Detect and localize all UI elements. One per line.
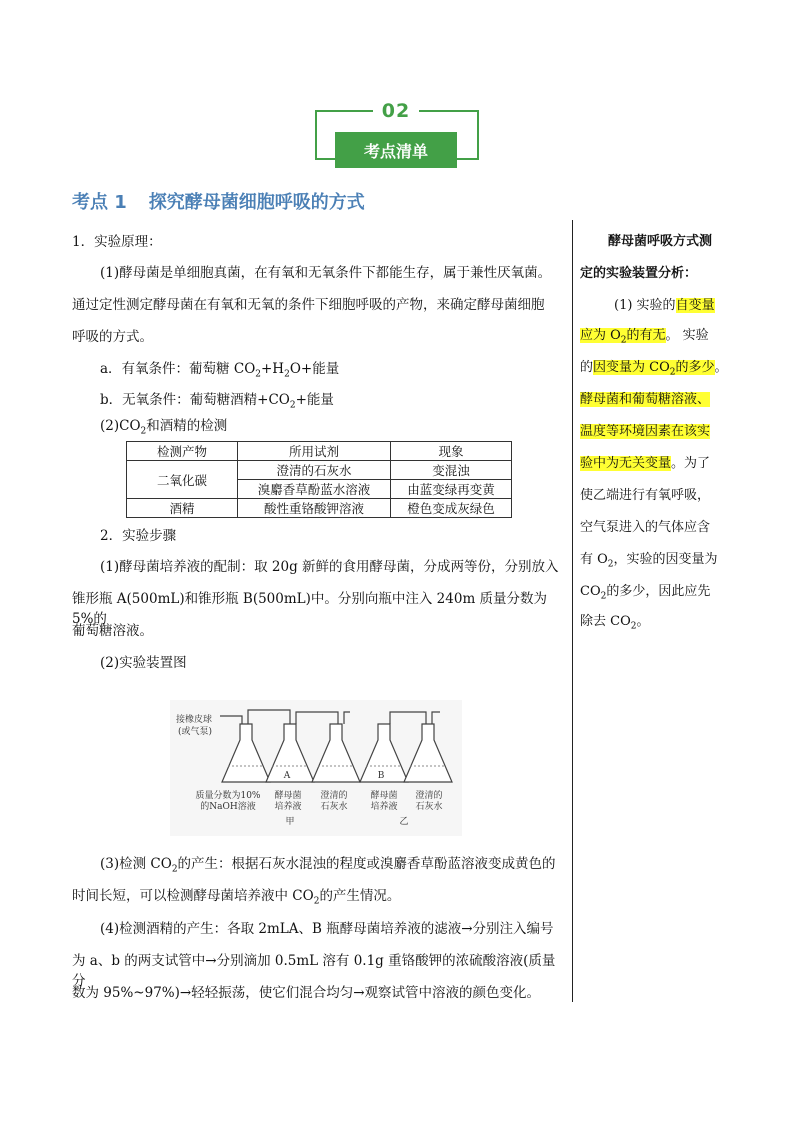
table-cell: 橙色变成灰绿色 xyxy=(391,499,512,518)
side-line-6 xyxy=(580,448,730,480)
subscript: 2 xyxy=(620,335,627,346)
side-l9-post: ，实验的因变量为 xyxy=(613,552,718,567)
step1-line-2: 锥形瓶 A(500mL)和锥形瓶 B(500mL)中。分别向瓶中注入 240m 质量分数为 5%的 xyxy=(72,591,548,627)
step1-line-3: 葡萄糖溶液。 xyxy=(72,623,153,639)
side-l11-pre: 除去 CO xyxy=(580,614,631,629)
flask-b-label: B xyxy=(377,771,385,781)
side-l9-pre: 有 O xyxy=(580,552,608,567)
principle-heading: 1．实验原理： xyxy=(72,234,162,250)
table-cell: 澄清的石灰水 xyxy=(238,461,391,480)
side-l10-post: 的多少，因此应先 xyxy=(606,584,711,599)
step3-line-2 xyxy=(72,884,566,907)
table-cell: 变混浊 xyxy=(391,461,512,480)
caption-yeast-b-2: 培养液 xyxy=(370,802,398,812)
step4-line-2: 为 a、b 的两支试管中→分别滴加 0.5mL 溶有 0.1g 重铬酸钾的浓硫酸溶液(质量分 xyxy=(72,953,556,989)
table-cell: 二氧化碳 xyxy=(127,461,238,499)
side-l3-hl-b: 的多少 xyxy=(675,360,715,375)
side-l4-highlight: 酵母菌和葡萄糖溶液、 xyxy=(580,392,711,407)
step3-pre: (3)检测 CO xyxy=(100,856,172,872)
aerobic-prefix: a．有氧条件：葡萄糖 xyxy=(100,361,230,377)
section-code: 考点 1 xyxy=(72,192,127,213)
steps-heading: 2．实验步骤 xyxy=(100,528,177,544)
principle-line-2: 通过定性测定酵母菌在有氧和无氧的条件下细胞呼吸的产物，来确定酵母菌细胞 xyxy=(72,297,545,313)
side-l2-post: 。 实验 xyxy=(665,328,709,343)
subscript: 2 xyxy=(255,369,261,380)
subscript: 2 xyxy=(630,621,637,632)
anaerobic-equation xyxy=(100,388,594,411)
caption-naoh-2: 的NaOH溶液 xyxy=(200,802,256,812)
side-line-7: 使乙端进行有氧呼吸， xyxy=(580,488,711,503)
subscript: 2 xyxy=(284,369,290,380)
section-title xyxy=(72,188,365,214)
pump-label-1: 接橡皮球 xyxy=(176,715,213,725)
side-title-1: 酵母菌呼吸方式测 xyxy=(608,234,713,249)
table-cell: 溴麝香草酚蓝水溶液 xyxy=(238,480,391,499)
side-l2-hl-b: 的有无 xyxy=(626,328,666,343)
subscript: 2 xyxy=(313,896,320,907)
detect-heading-pre: (2)CO xyxy=(100,418,141,434)
side-l1-pre: (1) 实验的 xyxy=(614,298,676,313)
subscript: 2 xyxy=(600,591,607,602)
detection-heading xyxy=(100,414,594,437)
aerobic-co2: CO xyxy=(233,361,256,377)
detect-heading-post: 和酒精的检测 xyxy=(146,418,228,434)
detection-table xyxy=(126,441,512,518)
aerobic-h2o: +H xyxy=(261,361,285,377)
anaerobic-tail: +能量 xyxy=(295,392,334,408)
side-l2-hl-a: 应为 O xyxy=(580,328,621,343)
principle-line-3: 呼吸的方式。 xyxy=(72,329,153,345)
subscript: 2 xyxy=(669,367,676,378)
step3-post: 的产生：根据石灰水混浊的程度或溴麝香草酚蓝溶液变成黄色的 xyxy=(177,856,556,872)
caption-yeast-a-1: 酵母菌 xyxy=(274,791,302,801)
set-2-label: 乙 xyxy=(399,817,409,827)
side-line-4 xyxy=(580,384,730,416)
side-line-8: 空气泵进入的气体应含 xyxy=(580,520,711,535)
step3-line2-pre: 时间长短，可以检测酵母菌培养液中 CO xyxy=(72,888,314,904)
step4-line-3: 数为 95%~97%)→轻轻振荡，使它们混合均匀→观察试管中溶液的颜色变化。 xyxy=(72,985,541,1001)
caption-lime-1b: 石灰水 xyxy=(320,802,348,812)
table-header: 现象 xyxy=(391,442,512,461)
principle-line-1: (1)酵母菌是单细胞真菌，在有氧和无氧条件下都能生存，属于兼性厌氧菌。 xyxy=(100,265,552,281)
section-banner xyxy=(315,100,479,172)
side-l5-highlight: 温度等环境因素在该实 xyxy=(580,424,711,439)
table-header: 所用试剂 xyxy=(238,442,391,461)
anaerobic-mid: 酒精+CO xyxy=(230,392,290,408)
apparatus-figure xyxy=(170,700,462,836)
side-title-2: 定的实验装置分析： xyxy=(580,266,698,281)
caption-yeast-b-1: 酵母菌 xyxy=(370,791,398,801)
table-cell: 酒精 xyxy=(127,499,238,518)
banner-frame-top-left xyxy=(315,110,373,112)
side-l2-highlight xyxy=(580,328,666,346)
side-l6-highlight: 验中为无关变量 xyxy=(580,456,672,471)
step2: (2)实验装置图 xyxy=(100,655,187,671)
step4-line-1: (4)检测酒精的产生：各取 2mLA、B 瓶酵母菌培养液的滤液→分别注入编号 xyxy=(100,921,554,937)
caption-lime-1a: 澄清的 xyxy=(320,791,348,801)
banner-frame-top-right xyxy=(419,110,477,112)
subscript: 2 xyxy=(140,426,147,437)
column-divider xyxy=(572,220,573,1002)
banner-label: 考点清单 xyxy=(335,132,457,168)
side-l11-post: 。 xyxy=(636,614,650,629)
subscript: 2 xyxy=(289,400,296,411)
caption-lime-2a: 澄清的 xyxy=(415,791,443,801)
section-title-text: 探究酵母菌细胞呼吸的方式 xyxy=(148,192,365,213)
caption-naoh-1: 质量分数为10% xyxy=(195,791,261,801)
side-line-5 xyxy=(580,416,730,448)
anaerobic-prefix: b．无氧条件：葡萄糖 xyxy=(100,392,231,408)
table-row xyxy=(127,499,512,518)
side-l6-post: 。为了 xyxy=(671,456,711,471)
subscript: 2 xyxy=(607,559,614,570)
table-cell: 酸性重铬酸钾溶液 xyxy=(238,499,391,518)
step1-line-1: (1)酵母菌培养液的配制：取 20g 新鲜的食用酵母菌，分成两等份，分别放入 xyxy=(100,559,559,575)
set-1-label: 甲 xyxy=(285,817,295,827)
side-line-1 xyxy=(614,290,764,322)
subscript: 2 xyxy=(171,864,178,875)
side-l3-pre: 的 xyxy=(580,360,594,375)
table-row xyxy=(127,461,512,480)
step3-line2-post: 的产生情况。 xyxy=(319,888,401,904)
aerobic-energy: O+能量 xyxy=(289,361,340,377)
table-header-row xyxy=(127,442,512,461)
side-l10-pre: CO xyxy=(580,584,601,599)
pump-label-2: (或气泵) xyxy=(178,727,213,737)
side-l3-hl-a: 因变量为 CO xyxy=(593,360,670,375)
caption-yeast-a-2: 培养液 xyxy=(274,802,302,812)
side-line-11 xyxy=(580,606,730,643)
caption-lime-2b: 石灰水 xyxy=(415,802,443,812)
side-l3-highlight xyxy=(593,360,715,378)
flask-a-label: A xyxy=(283,771,291,781)
table-header: 检测产物 xyxy=(127,442,238,461)
step3-line-1 xyxy=(100,852,566,875)
banner-number: 02 xyxy=(381,100,411,122)
aerobic-equation xyxy=(100,357,594,380)
side-l3-post: 。 xyxy=(714,360,728,375)
table-cell: 由蓝变绿再变黄 xyxy=(391,480,512,499)
side-l1-highlight: 自变量 xyxy=(675,298,715,313)
